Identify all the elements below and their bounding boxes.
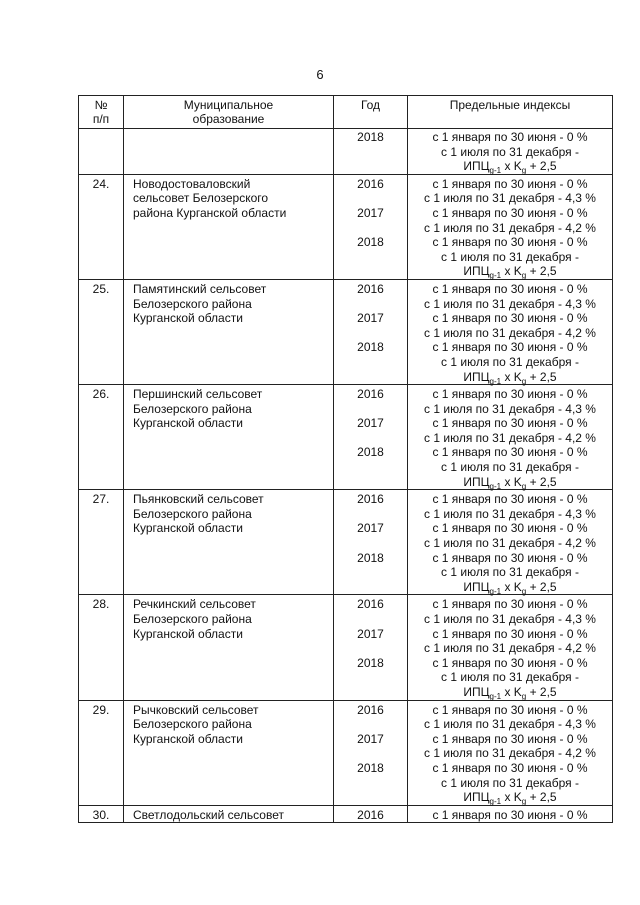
index-line: с 1 июля по 31 декабря - — [441, 460, 579, 475]
formula-tail: + 2,5 — [526, 684, 557, 699]
formula-tail: + 2,5 — [526, 790, 557, 805]
municipality-name-line: Белозерского района — [133, 401, 252, 416]
year-spacer — [334, 431, 407, 446]
year-value: 2017 — [357, 205, 384, 220]
table-row — [79, 595, 613, 700]
cell-indices — [408, 700, 613, 805]
formula-ipc: ИПЦ — [463, 790, 490, 805]
formula-mid: x K — [501, 369, 522, 384]
year-spacer — [334, 221, 407, 236]
formula-sub1: g-1 — [489, 166, 502, 176]
municipality-name-line: Белозерского района — [133, 506, 252, 521]
table-row-continuation — [79, 129, 613, 175]
year-spacer — [334, 612, 407, 627]
index-line: с 1 января по 30 июня - 0 % — [432, 205, 588, 220]
index-formula — [408, 685, 612, 700]
year-value: 2017 — [357, 311, 384, 326]
index-line: с 1 января по 30 июня - 0 % — [432, 807, 588, 822]
header-municipality — [124, 96, 334, 129]
year-spacer — [334, 536, 407, 551]
formula-tail: + 2,5 — [526, 159, 557, 174]
year-spacer — [334, 717, 407, 732]
index-line: с 1 июля по 31 декабря - — [441, 249, 579, 264]
index-line: с 1 июля по 31 декабря - 4,2 % — [424, 746, 596, 761]
formula-sub1: g-1 — [489, 586, 502, 596]
table-header-row — [79, 96, 613, 129]
cell-num: 30. — [79, 805, 124, 823]
cell-municipality — [124, 385, 334, 490]
year-spacer — [334, 297, 407, 312]
formula-tail: + 2,5 — [526, 264, 557, 279]
index-formula — [408, 159, 612, 174]
index-line: с 1 января по 30 июня - 0 % — [432, 416, 588, 431]
year-spacer — [334, 191, 407, 206]
year-value: 2016 — [357, 492, 384, 507]
index-line: с 1 января по 30 июня - 0 % — [432, 597, 588, 612]
year-spacer — [334, 641, 407, 656]
year-value: 2017 — [357, 731, 384, 746]
cell-indices — [408, 805, 613, 823]
formula-mid: x K — [501, 790, 522, 805]
formula-sub2: g — [521, 166, 527, 176]
cell-year — [334, 129, 408, 175]
table-row — [79, 279, 613, 384]
formula-mid: x K — [501, 684, 522, 699]
municipality-name-line: Белозерского района — [133, 612, 252, 626]
formula-sub1: g-1 — [489, 481, 502, 491]
year-value: 2016 — [357, 597, 384, 612]
municipality-name-line: Белозерского района — [133, 717, 252, 732]
year-value: 2018 — [357, 340, 384, 355]
index-line: с 1 июля по 31 декабря - 4,2 % — [424, 430, 596, 445]
header-num-line2: п/п — [92, 112, 110, 126]
formula-sub2: g — [521, 691, 527, 701]
table-row — [79, 385, 613, 490]
cell-year — [334, 595, 408, 700]
municipality-name-line: Новодостоваловский — [133, 176, 251, 191]
year-value: 2017 — [357, 626, 384, 641]
formula-ipc: ИПЦ — [463, 474, 490, 489]
cell-num: 24. — [79, 174, 124, 279]
index-line: с 1 января по 30 июня - 0 % — [432, 492, 588, 507]
index-line: с 1 июля по 31 декабря - — [441, 670, 579, 685]
table-row — [79, 490, 613, 595]
formula-mid: x K — [501, 579, 522, 594]
year-spacer — [334, 507, 407, 522]
formula-sub2: g — [521, 797, 527, 807]
municipality-name-line: Курганской области — [133, 731, 243, 746]
index-line: с 1 июля по 31 декабря - 4,3 % — [424, 296, 596, 311]
cell-year — [334, 805, 408, 823]
index-line: с 1 июля по 31 декабря - 4,2 % — [424, 325, 596, 340]
formula-mid: x K — [501, 474, 522, 489]
index-line: с 1 января по 30 июня - 0 % — [432, 521, 588, 536]
header-num-line1: № — [94, 98, 108, 112]
municipality-name-line: Курганской области — [133, 416, 243, 431]
formula-ipc: ИПЦ — [463, 684, 490, 699]
year-value: 2016 — [357, 702, 384, 717]
index-line: с 1 января по 30 июня - 0 % — [432, 340, 588, 355]
year-value: 2016 — [357, 807, 384, 822]
year-value: 2017 — [357, 521, 384, 536]
header-indices: Предельные индексы — [408, 96, 613, 129]
index-line: с 1 июля по 31 декабря - 4,2 % — [424, 536, 596, 551]
cell-year — [334, 279, 408, 384]
index-line: с 1 июля по 31 декабря - — [441, 354, 579, 369]
header-num — [79, 96, 124, 129]
index-line: с 1 января по 30 июня - 0 % — [432, 281, 588, 296]
cell-indices — [408, 129, 613, 175]
formula-sub1: g-1 — [489, 376, 502, 386]
formula-tail: + 2,5 — [526, 369, 557, 384]
index-line: с 1 июля по 31 декабря - 4,3 % — [424, 191, 596, 206]
cell-municipality — [124, 490, 334, 595]
year-value: 2018 — [357, 550, 384, 565]
year-value: 2016 — [357, 281, 384, 296]
formula-sub2: g — [521, 586, 527, 596]
municipality-name-line: Першинский сельсовет — [133, 387, 263, 402]
index-line: с 1 января по 30 июня - 0 % — [432, 655, 588, 670]
year-value: 2018 — [357, 760, 384, 775]
index-line: с 1 июля по 31 декабря - — [441, 144, 579, 159]
index-line: с 1 июля по 31 декабря - 4,2 % — [424, 220, 596, 235]
index-formula — [408, 370, 612, 385]
cell-municipality — [124, 129, 334, 175]
header-municipality-line1: Муниципальное — [183, 98, 274, 112]
index-formula — [408, 580, 612, 595]
index-line: с 1 января по 30 июня - 0 % — [432, 550, 588, 565]
year-value: 2016 — [357, 387, 384, 402]
tariff-index-table — [78, 95, 613, 823]
year-value: 2017 — [357, 416, 384, 431]
index-line: с 1 января по 30 июня - 0 % — [432, 760, 588, 775]
index-line: с 1 января по 30 июня - 0 % — [432, 176, 588, 191]
cell-indices — [408, 595, 613, 700]
index-formula — [408, 264, 612, 279]
table-row — [79, 700, 613, 805]
municipality-name-line: Речкинский сельсовет — [133, 597, 256, 612]
formula-mid: x K — [501, 264, 522, 279]
cell-num: 28. — [79, 595, 124, 700]
municipality-name-line: Курганской области — [133, 521, 243, 536]
cell-num: 27. — [79, 490, 124, 595]
formula-sub1: g-1 — [489, 797, 502, 807]
municipality-name-line: Курганской области — [133, 311, 243, 326]
year-value: 2018 — [357, 235, 384, 250]
cell-num: 26. — [79, 385, 124, 490]
formula-mid: x K — [501, 159, 522, 174]
index-line: с 1 января по 30 июня - 0 % — [432, 130, 588, 144]
year-spacer — [334, 326, 407, 341]
municipality-name-line: Рычковский сельсовет — [133, 702, 259, 717]
index-line: с 1 июля по 31 декабря - 4,3 % — [424, 612, 596, 626]
cell-indices — [408, 385, 613, 490]
formula-sub2: g — [521, 376, 527, 386]
cell-year — [334, 174, 408, 279]
municipality-name-line: сельсовет Белозерского — [133, 191, 269, 206]
year-spacer — [334, 746, 407, 761]
year-value: 2018 — [357, 130, 384, 144]
index-line: с 1 января по 30 июня - 0 % — [432, 311, 588, 326]
header-year: Год — [334, 96, 408, 129]
table-row — [79, 174, 613, 279]
formula-sub1: g-1 — [489, 271, 502, 281]
index-line: с 1 января по 30 июня - 0 % — [432, 387, 588, 402]
municipality-name-line: Белозерского района — [133, 296, 252, 311]
cell-year — [334, 700, 408, 805]
cell-year — [334, 490, 408, 595]
page-number: 6 — [316, 67, 324, 82]
index-line: с 1 января по 30 июня - 0 % — [432, 731, 588, 746]
cell-indices — [408, 174, 613, 279]
index-formula — [408, 790, 612, 805]
year-value: 2016 — [357, 176, 384, 191]
cell-indices — [408, 279, 613, 384]
index-line: с 1 января по 30 июня - 0 % — [432, 626, 588, 641]
formula-ipc: ИПЦ — [463, 369, 490, 384]
formula-sub2: g — [521, 271, 527, 281]
cell-municipality — [124, 595, 334, 700]
index-line: с 1 июля по 31 декабря - — [441, 775, 579, 790]
formula-sub1: g-1 — [489, 691, 502, 701]
municipality-name-line: Памятинский сельсовет — [133, 281, 267, 296]
cell-municipality — [124, 279, 334, 384]
cell-year — [334, 385, 408, 490]
index-line: с 1 июля по 31 декабря - — [441, 565, 579, 580]
formula-tail: + 2,5 — [526, 474, 557, 489]
cell-num: 25. — [79, 279, 124, 384]
header-municipality-line2: образование — [192, 112, 265, 126]
index-line: с 1 января по 30 июня - 0 % — [432, 235, 588, 250]
index-line: с 1 июля по 31 декабря - 4,3 % — [424, 506, 596, 521]
cell-num — [79, 129, 124, 175]
formula-ipc: ИПЦ — [463, 579, 490, 594]
index-line: с 1 января по 30 июня - 0 % — [432, 702, 588, 717]
index-line: с 1 июля по 31 декабря - 4,2 % — [424, 641, 596, 656]
cell-municipality — [124, 174, 334, 279]
municipality-name-line: Светлодольский сельсовет — [133, 807, 284, 822]
municipality-name-line: Курганской области — [133, 626, 243, 641]
municipality-name-line: Пьянковский сельсовет — [133, 492, 264, 507]
year-value: 2018 — [357, 655, 384, 670]
index-line: с 1 июля по 31 декабря - 4,3 % — [424, 717, 596, 732]
index-line: с 1 июля по 31 декабря - 4,3 % — [424, 401, 596, 416]
formula-tail: + 2,5 — [526, 579, 557, 594]
year-spacer — [334, 402, 407, 417]
index-line: с 1 января по 30 июня - 0 % — [432, 445, 588, 460]
year-value: 2018 — [357, 445, 384, 460]
index-formula — [408, 475, 612, 490]
formula-ipc: ИПЦ — [463, 159, 490, 174]
cell-indices — [408, 490, 613, 595]
formula-sub2: g — [521, 481, 527, 491]
municipality-name-line: района Курганской области — [133, 205, 287, 220]
formula-ipc: ИПЦ — [463, 264, 490, 279]
table-row — [79, 805, 613, 823]
cell-municipality — [124, 805, 334, 823]
cell-num: 29. — [79, 700, 124, 805]
cell-municipality — [124, 700, 334, 805]
